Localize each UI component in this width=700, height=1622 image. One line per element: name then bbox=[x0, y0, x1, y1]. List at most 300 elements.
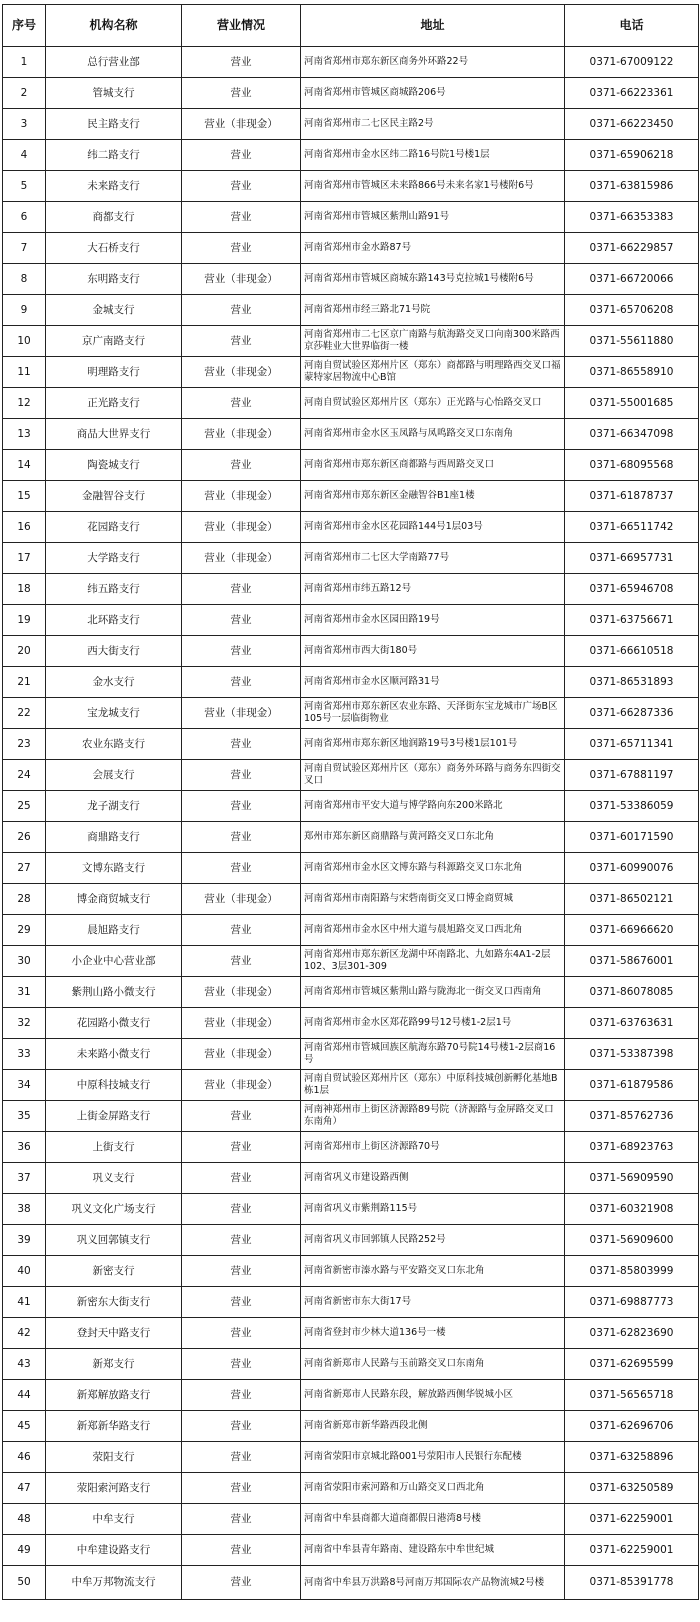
cell-phone: 0371-66353383 bbox=[565, 202, 699, 233]
cell-address: 河南省新密市东大街17号 bbox=[301, 1287, 565, 1318]
table-row bbox=[3, 140, 699, 171]
cell-status: 营业 bbox=[182, 1473, 301, 1504]
cell-status: 营业 bbox=[182, 78, 301, 109]
table-row bbox=[3, 1039, 699, 1070]
table-row bbox=[3, 1349, 699, 1380]
cell-address: 郑州市郑东新区商鼎路与黄河路交叉口东北角 bbox=[301, 822, 565, 853]
cell-address: 河南省郑州市经三路北71号院 bbox=[301, 295, 565, 326]
cell-name: 新密东大街支行 bbox=[46, 1287, 182, 1318]
cell-no: 33 bbox=[3, 1039, 46, 1070]
cell-no: 47 bbox=[3, 1473, 46, 1504]
cell-no: 18 bbox=[3, 574, 46, 605]
cell-no: 23 bbox=[3, 729, 46, 760]
cell-phone: 0371-63815986 bbox=[565, 171, 699, 202]
cell-address: 河南省郑州市西大街180号 bbox=[301, 636, 565, 667]
cell-address: 河南省郑州市金水区文博东路与科源路交叉口东北角 bbox=[301, 853, 565, 884]
cell-status: 营业 bbox=[182, 791, 301, 822]
table-row bbox=[3, 1256, 699, 1287]
cell-address: 河南省郑州市管城区紫荆山路与陇海北一街交叉口西南角 bbox=[301, 977, 565, 1008]
cell-no: 15 bbox=[3, 481, 46, 512]
cell-status: 营业 bbox=[182, 760, 301, 791]
cell-status: 营业 bbox=[182, 915, 301, 946]
cell-status: 营业 bbox=[182, 450, 301, 481]
cell-name: 中牟支行 bbox=[46, 1504, 182, 1535]
table-row bbox=[3, 1163, 699, 1194]
cell-phone: 0371-62259001 bbox=[565, 1504, 699, 1535]
cell-phone: 0371-65946708 bbox=[565, 574, 699, 605]
cell-name: 商鼎路支行 bbox=[46, 822, 182, 853]
table-row bbox=[3, 667, 699, 698]
cell-address: 河南省荥阳市京城北路001号荥阳市人民银行东配楼 bbox=[301, 1442, 565, 1473]
cell-no: 7 bbox=[3, 233, 46, 264]
cell-address: 河南省新密市溱水路与平安路交叉口东北角 bbox=[301, 1256, 565, 1287]
cell-no: 9 bbox=[3, 295, 46, 326]
header-address: 地址 bbox=[301, 5, 565, 47]
cell-name: 荥阳支行 bbox=[46, 1442, 182, 1473]
cell-phone: 0371-56909590 bbox=[565, 1163, 699, 1194]
cell-no: 16 bbox=[3, 512, 46, 543]
cell-phone: 0371-86558910 bbox=[565, 357, 699, 388]
cell-address: 河南省中牟县商都大道商都假日港湾8号楼 bbox=[301, 1504, 565, 1535]
cell-phone: 0371-66347098 bbox=[565, 419, 699, 450]
cell-address: 河南省郑州市郑东新区地润路19号3号楼1层101号 bbox=[301, 729, 565, 760]
table-row bbox=[3, 109, 699, 140]
cell-no: 37 bbox=[3, 1163, 46, 1194]
cell-status: 营业 bbox=[182, 233, 301, 264]
cell-phone: 0371-53387398 bbox=[565, 1039, 699, 1070]
cell-no: 50 bbox=[3, 1566, 46, 1600]
cell-status: 营业 bbox=[182, 1566, 301, 1600]
cell-phone: 0371-66287336 bbox=[565, 698, 699, 729]
cell-name: 正光路支行 bbox=[46, 388, 182, 419]
cell-no: 11 bbox=[3, 357, 46, 388]
cell-phone: 0371-66610518 bbox=[565, 636, 699, 667]
cell-no: 13 bbox=[3, 419, 46, 450]
cell-address: 河南省郑州市纬五路12号 bbox=[301, 574, 565, 605]
cell-phone: 0371-85391778 bbox=[565, 1566, 699, 1600]
cell-phone: 0371-86078085 bbox=[565, 977, 699, 1008]
cell-status: 营业 bbox=[182, 1256, 301, 1287]
cell-address: 河南省郑州市二七区大学南路77号 bbox=[301, 543, 565, 574]
table-row bbox=[3, 1287, 699, 1318]
cell-address: 河南自贸试验区郑州片区（郑东）正光路与心怡路交叉口 bbox=[301, 388, 565, 419]
table-row bbox=[3, 171, 699, 202]
cell-address: 河南省郑州市二七区京广南路与航海路交叉口向南300米路西京莎鞋业大世界临街一楼 bbox=[301, 326, 565, 357]
cell-no: 39 bbox=[3, 1225, 46, 1256]
cell-phone: 0371-85803999 bbox=[565, 1256, 699, 1287]
cell-status: 营业（非现金） bbox=[182, 698, 301, 729]
cell-name: 未来路支行 bbox=[46, 171, 182, 202]
cell-no: 2 bbox=[3, 78, 46, 109]
cell-address: 河南省郑州市上街区济源路70号 bbox=[301, 1132, 565, 1163]
header-no: 序号 bbox=[3, 5, 46, 47]
cell-status: 营业 bbox=[182, 326, 301, 357]
cell-phone: 0371-66229857 bbox=[565, 233, 699, 264]
cell-phone: 0371-65711341 bbox=[565, 729, 699, 760]
cell-no: 17 bbox=[3, 543, 46, 574]
cell-no: 40 bbox=[3, 1256, 46, 1287]
cell-status: 营业 bbox=[182, 1504, 301, 1535]
cell-phone: 0371-86502121 bbox=[565, 884, 699, 915]
cell-phone: 0371-67881197 bbox=[565, 760, 699, 791]
cell-name: 明理路支行 bbox=[46, 357, 182, 388]
cell-phone: 0371-63250589 bbox=[565, 1473, 699, 1504]
cell-name: 陶瓷城支行 bbox=[46, 450, 182, 481]
cell-name: 民主路支行 bbox=[46, 109, 182, 140]
cell-status: 营业 bbox=[182, 47, 301, 78]
cell-address: 河南省巩义市紫荆路115号 bbox=[301, 1194, 565, 1225]
cell-no: 21 bbox=[3, 667, 46, 698]
cell-name: 花园路小微支行 bbox=[46, 1008, 182, 1039]
cell-no: 49 bbox=[3, 1535, 46, 1566]
table-row bbox=[3, 264, 699, 295]
table-row bbox=[3, 326, 699, 357]
table-row bbox=[3, 977, 699, 1008]
cell-phone: 0371-67009122 bbox=[565, 47, 699, 78]
table-row bbox=[3, 1442, 699, 1473]
cell-status: 营业 bbox=[182, 822, 301, 853]
cell-no: 38 bbox=[3, 1194, 46, 1225]
cell-no: 35 bbox=[3, 1101, 46, 1132]
table-row bbox=[3, 202, 699, 233]
cell-no: 34 bbox=[3, 1070, 46, 1101]
cell-status: 营业 bbox=[182, 388, 301, 419]
cell-address: 河南省郑州市金水区玉凤路与凤鸣路交叉口东南角 bbox=[301, 419, 565, 450]
cell-phone: 0371-69887773 bbox=[565, 1287, 699, 1318]
cell-phone: 0371-62696706 bbox=[565, 1411, 699, 1442]
table-row bbox=[3, 884, 699, 915]
cell-address: 河南省郑州市金水区花园路144号1层03号 bbox=[301, 512, 565, 543]
cell-name: 巩义文化广场支行 bbox=[46, 1194, 182, 1225]
table-row bbox=[3, 1318, 699, 1349]
cell-status: 营业（非现金） bbox=[182, 109, 301, 140]
cell-address: 河南省郑州市南阳路与宋砦南街交叉口博金商贸城 bbox=[301, 884, 565, 915]
cell-no: 42 bbox=[3, 1318, 46, 1349]
cell-address: 河南自贸试验区郑州片区（郑东）商都路与明理路西交叉口福蒙特家居物流中心B馆 bbox=[301, 357, 565, 388]
cell-no: 36 bbox=[3, 1132, 46, 1163]
cell-address: 河南省新郑市新华路西段北侧 bbox=[301, 1411, 565, 1442]
cell-no: 43 bbox=[3, 1349, 46, 1380]
table-row bbox=[3, 853, 699, 884]
table-row bbox=[3, 636, 699, 667]
cell-address: 河南自贸试验区郑州片区（郑东）商务外环路与商务东四街交叉口 bbox=[301, 760, 565, 791]
table-row bbox=[3, 233, 699, 264]
cell-address: 河南省郑州市郑东新区金融智谷B1座1楼 bbox=[301, 481, 565, 512]
cell-address: 河南自贸试验区郑州片区（郑东）中原科技城创新孵化基地B栋1层 bbox=[301, 1070, 565, 1101]
table-row bbox=[3, 698, 699, 729]
table-row bbox=[3, 512, 699, 543]
cell-name: 农业东路支行 bbox=[46, 729, 182, 760]
cell-no: 22 bbox=[3, 698, 46, 729]
cell-name: 大学路支行 bbox=[46, 543, 182, 574]
cell-no: 12 bbox=[3, 388, 46, 419]
table-row bbox=[3, 1070, 699, 1101]
cell-address: 河南省郑州市金水区中州大道与晨旭路交叉口西北角 bbox=[301, 915, 565, 946]
cell-name: 花园路支行 bbox=[46, 512, 182, 543]
table-header-row bbox=[3, 5, 699, 47]
cell-address: 河南省郑州市金水路87号 bbox=[301, 233, 565, 264]
cell-phone: 0371-66511742 bbox=[565, 512, 699, 543]
cell-name: 巩义支行 bbox=[46, 1163, 182, 1194]
cell-phone: 0371-60990076 bbox=[565, 853, 699, 884]
table-row bbox=[3, 1411, 699, 1442]
branch-table bbox=[2, 4, 699, 1600]
header-status: 营业情况 bbox=[182, 5, 301, 47]
cell-phone: 0371-58676001 bbox=[565, 946, 699, 977]
header-name: 机构名称 bbox=[46, 5, 182, 47]
cell-no: 32 bbox=[3, 1008, 46, 1039]
cell-status: 营业（非现金） bbox=[182, 543, 301, 574]
cell-no: 31 bbox=[3, 977, 46, 1008]
cell-status: 营业 bbox=[182, 605, 301, 636]
cell-address: 河南省郑州市管城区未来路866号未来名家1号楼附6号 bbox=[301, 171, 565, 202]
cell-no: 28 bbox=[3, 884, 46, 915]
cell-status: 营业（非现金） bbox=[182, 357, 301, 388]
cell-no: 44 bbox=[3, 1380, 46, 1411]
cell-phone: 0371-68095568 bbox=[565, 450, 699, 481]
cell-no: 14 bbox=[3, 450, 46, 481]
cell-address: 河南省郑州市平安大道与博学路向东200米路北 bbox=[301, 791, 565, 822]
cell-status: 营业（非现金） bbox=[182, 884, 301, 915]
cell-name: 大石桥支行 bbox=[46, 233, 182, 264]
cell-name: 上街支行 bbox=[46, 1132, 182, 1163]
table-row bbox=[3, 1194, 699, 1225]
cell-status: 营业 bbox=[182, 1318, 301, 1349]
cell-name: 荥阳索河路支行 bbox=[46, 1473, 182, 1504]
table-row bbox=[3, 791, 699, 822]
cell-name: 新郑新华路支行 bbox=[46, 1411, 182, 1442]
cell-address: 河南省郑州市管城区紫荆山路91号 bbox=[301, 202, 565, 233]
cell-no: 26 bbox=[3, 822, 46, 853]
cell-address: 河南省巩义市建设路西侧 bbox=[301, 1163, 565, 1194]
cell-address: 河南省中牟县万洪路8号河南万邦国际农产品物流城2号楼 bbox=[301, 1566, 565, 1600]
cell-phone: 0371-85762736 bbox=[565, 1101, 699, 1132]
cell-address: 河南神郑州市上街区济源路89号院（济源路与金屏路交叉口东南角） bbox=[301, 1101, 565, 1132]
table-row bbox=[3, 388, 699, 419]
cell-status: 营业 bbox=[182, 1442, 301, 1473]
table-row bbox=[3, 1473, 699, 1504]
table-row bbox=[3, 78, 699, 109]
cell-phone: 0371-63763631 bbox=[565, 1008, 699, 1039]
table-row bbox=[3, 915, 699, 946]
table-row bbox=[3, 1132, 699, 1163]
cell-address: 河南省郑州市郑东新区农业东路、天泽街东宝龙城市广场B区105号一层临街物业 bbox=[301, 698, 565, 729]
table-row bbox=[3, 47, 699, 78]
cell-address: 河南省郑州市郑东新区商务外环路22号 bbox=[301, 47, 565, 78]
cell-status: 营业（非现金） bbox=[182, 1039, 301, 1070]
cell-phone: 0371-60171590 bbox=[565, 822, 699, 853]
cell-name: 紫荆山路小微支行 bbox=[46, 977, 182, 1008]
cell-no: 48 bbox=[3, 1504, 46, 1535]
cell-phone: 0371-55001685 bbox=[565, 388, 699, 419]
cell-name: 登封天中路支行 bbox=[46, 1318, 182, 1349]
cell-name: 纬二路支行 bbox=[46, 140, 182, 171]
cell-name: 中原科技城支行 bbox=[46, 1070, 182, 1101]
cell-status: 营业 bbox=[182, 1287, 301, 1318]
cell-name: 巩义回郭镇支行 bbox=[46, 1225, 182, 1256]
cell-address: 河南省荥阳市索河路和万山路交叉口西北角 bbox=[301, 1473, 565, 1504]
cell-status: 营业（非现金） bbox=[182, 481, 301, 512]
cell-name: 管城支行 bbox=[46, 78, 182, 109]
table-row bbox=[3, 1380, 699, 1411]
cell-status: 营业 bbox=[182, 1101, 301, 1132]
cell-status: 营业 bbox=[182, 667, 301, 698]
cell-no: 5 bbox=[3, 171, 46, 202]
cell-no: 4 bbox=[3, 140, 46, 171]
cell-address: 河南省郑州市金水区顺河路31号 bbox=[301, 667, 565, 698]
header-phone: 电话 bbox=[565, 5, 699, 47]
cell-phone: 0371-65706208 bbox=[565, 295, 699, 326]
cell-status: 营业（非现金） bbox=[182, 264, 301, 295]
cell-address: 河南省巩义市回郭镇人民路252号 bbox=[301, 1225, 565, 1256]
cell-phone: 0371-66720066 bbox=[565, 264, 699, 295]
cell-status: 营业 bbox=[182, 1411, 301, 1442]
cell-no: 27 bbox=[3, 853, 46, 884]
cell-status: 营业（非现金） bbox=[182, 977, 301, 1008]
cell-name: 总行营业部 bbox=[46, 47, 182, 78]
cell-no: 6 bbox=[3, 202, 46, 233]
cell-address: 河南省中牟县青年路南、建设路东中牟世纪城 bbox=[301, 1535, 565, 1566]
table-row bbox=[3, 574, 699, 605]
cell-name: 金水支行 bbox=[46, 667, 182, 698]
table-row bbox=[3, 357, 699, 388]
cell-status: 营业 bbox=[182, 1349, 301, 1380]
cell-no: 1 bbox=[3, 47, 46, 78]
cell-name: 上街金屏路支行 bbox=[46, 1101, 182, 1132]
cell-address: 河南省郑州市郑东新区龙湖中环南路北、九如路东4A1-2层102、3层301-309 bbox=[301, 946, 565, 977]
cell-status: 营业 bbox=[182, 1380, 301, 1411]
cell-name: 宝龙城支行 bbox=[46, 698, 182, 729]
table-row bbox=[3, 1008, 699, 1039]
cell-name: 未来路小微支行 bbox=[46, 1039, 182, 1070]
table-row bbox=[3, 295, 699, 326]
cell-phone: 0371-62695599 bbox=[565, 1349, 699, 1380]
cell-phone: 0371-62259001 bbox=[565, 1535, 699, 1566]
cell-status: 营业 bbox=[182, 636, 301, 667]
cell-phone: 0371-63756671 bbox=[565, 605, 699, 636]
cell-phone: 0371-62823690 bbox=[565, 1318, 699, 1349]
cell-no: 46 bbox=[3, 1442, 46, 1473]
cell-phone: 0371-60321908 bbox=[565, 1194, 699, 1225]
cell-phone: 0371-56565718 bbox=[565, 1380, 699, 1411]
cell-name: 中牟建设路支行 bbox=[46, 1535, 182, 1566]
cell-status: 营业 bbox=[182, 1132, 301, 1163]
cell-address: 河南省郑州市管城回族区航海东路70号院14号楼1-2层商16号 bbox=[301, 1039, 565, 1070]
cell-address: 河南省郑州市二七区民主路2号 bbox=[301, 109, 565, 140]
table-row bbox=[3, 1566, 699, 1600]
table-row bbox=[3, 822, 699, 853]
cell-no: 19 bbox=[3, 605, 46, 636]
cell-name: 晨旭路支行 bbox=[46, 915, 182, 946]
cell-no: 24 bbox=[3, 760, 46, 791]
cell-phone: 0371-63258896 bbox=[565, 1442, 699, 1473]
cell-status: 营业 bbox=[182, 202, 301, 233]
cell-name: 商都支行 bbox=[46, 202, 182, 233]
cell-no: 29 bbox=[3, 915, 46, 946]
table-row bbox=[3, 760, 699, 791]
cell-phone: 0371-66966620 bbox=[565, 915, 699, 946]
cell-status: 营业 bbox=[182, 295, 301, 326]
cell-address: 河南省登封市少林大道136号一楼 bbox=[301, 1318, 565, 1349]
cell-no: 45 bbox=[3, 1411, 46, 1442]
cell-phone: 0371-65906218 bbox=[565, 140, 699, 171]
table-row bbox=[3, 1535, 699, 1566]
cell-phone: 0371-66223361 bbox=[565, 78, 699, 109]
table-row bbox=[3, 481, 699, 512]
cell-name: 新密支行 bbox=[46, 1256, 182, 1287]
cell-name: 龙子湖支行 bbox=[46, 791, 182, 822]
cell-status: 营业（非现金） bbox=[182, 1070, 301, 1101]
cell-address: 河南省郑州市金水区纬二路16号院1号楼1层 bbox=[301, 140, 565, 171]
cell-no: 10 bbox=[3, 326, 46, 357]
cell-status: 营业 bbox=[182, 1535, 301, 1566]
cell-no: 20 bbox=[3, 636, 46, 667]
cell-name: 西大街支行 bbox=[46, 636, 182, 667]
table-row bbox=[3, 1225, 699, 1256]
cell-name: 新郑解放路支行 bbox=[46, 1380, 182, 1411]
table-row bbox=[3, 419, 699, 450]
cell-no: 8 bbox=[3, 264, 46, 295]
cell-phone: 0371-68923763 bbox=[565, 1132, 699, 1163]
cell-status: 营业 bbox=[182, 140, 301, 171]
cell-no: 41 bbox=[3, 1287, 46, 1318]
cell-status: 营业 bbox=[182, 1225, 301, 1256]
table-row bbox=[3, 543, 699, 574]
cell-name: 北环路支行 bbox=[46, 605, 182, 636]
cell-status: 营业 bbox=[182, 946, 301, 977]
cell-name: 京广南路支行 bbox=[46, 326, 182, 357]
cell-status: 营业 bbox=[182, 171, 301, 202]
cell-status: 营业（非现金） bbox=[182, 512, 301, 543]
cell-name: 金城支行 bbox=[46, 295, 182, 326]
cell-address: 河南省新郑市人民路东段，解放路西侧华锐城小区 bbox=[301, 1380, 565, 1411]
cell-status: 营业（非现金） bbox=[182, 1008, 301, 1039]
table-row bbox=[3, 450, 699, 481]
cell-phone: 0371-66957731 bbox=[565, 543, 699, 574]
cell-name: 新郑支行 bbox=[46, 1349, 182, 1380]
cell-address: 河南省新郑市人民路与玉前路交叉口东南角 bbox=[301, 1349, 565, 1380]
cell-no: 25 bbox=[3, 791, 46, 822]
cell-name: 文博东路支行 bbox=[46, 853, 182, 884]
cell-name: 小企业中心营业部 bbox=[46, 946, 182, 977]
table-row bbox=[3, 946, 699, 977]
cell-no: 3 bbox=[3, 109, 46, 140]
cell-phone: 0371-61878737 bbox=[565, 481, 699, 512]
cell-status: 营业 bbox=[182, 1194, 301, 1225]
cell-name: 会展支行 bbox=[46, 760, 182, 791]
table-row bbox=[3, 1504, 699, 1535]
cell-address: 河南省郑州市金水区郑花路99号12号楼1-2层1号 bbox=[301, 1008, 565, 1039]
cell-phone: 0371-56909600 bbox=[565, 1225, 699, 1256]
cell-phone: 0371-61879586 bbox=[565, 1070, 699, 1101]
cell-phone: 0371-66223450 bbox=[565, 109, 699, 140]
cell-name: 东明路支行 bbox=[46, 264, 182, 295]
cell-address: 河南省郑州市管城区商城路206号 bbox=[301, 78, 565, 109]
cell-address: 河南省郑州市郑东新区商都路与西周路交叉口 bbox=[301, 450, 565, 481]
cell-address: 河南省郑州市金水区园田路19号 bbox=[301, 605, 565, 636]
cell-name: 博金商贸城支行 bbox=[46, 884, 182, 915]
cell-status: 营业 bbox=[182, 853, 301, 884]
cell-status: 营业（非现金） bbox=[182, 419, 301, 450]
table-row bbox=[3, 729, 699, 760]
cell-status: 营业 bbox=[182, 574, 301, 605]
cell-name: 商品大世界支行 bbox=[46, 419, 182, 450]
table-row bbox=[3, 605, 699, 636]
cell-phone: 0371-55611880 bbox=[565, 326, 699, 357]
cell-address: 河南省郑州市管城区商城东路143号克拉城1号楼附6号 bbox=[301, 264, 565, 295]
cell-no: 30 bbox=[3, 946, 46, 977]
cell-phone: 0371-53386059 bbox=[565, 791, 699, 822]
